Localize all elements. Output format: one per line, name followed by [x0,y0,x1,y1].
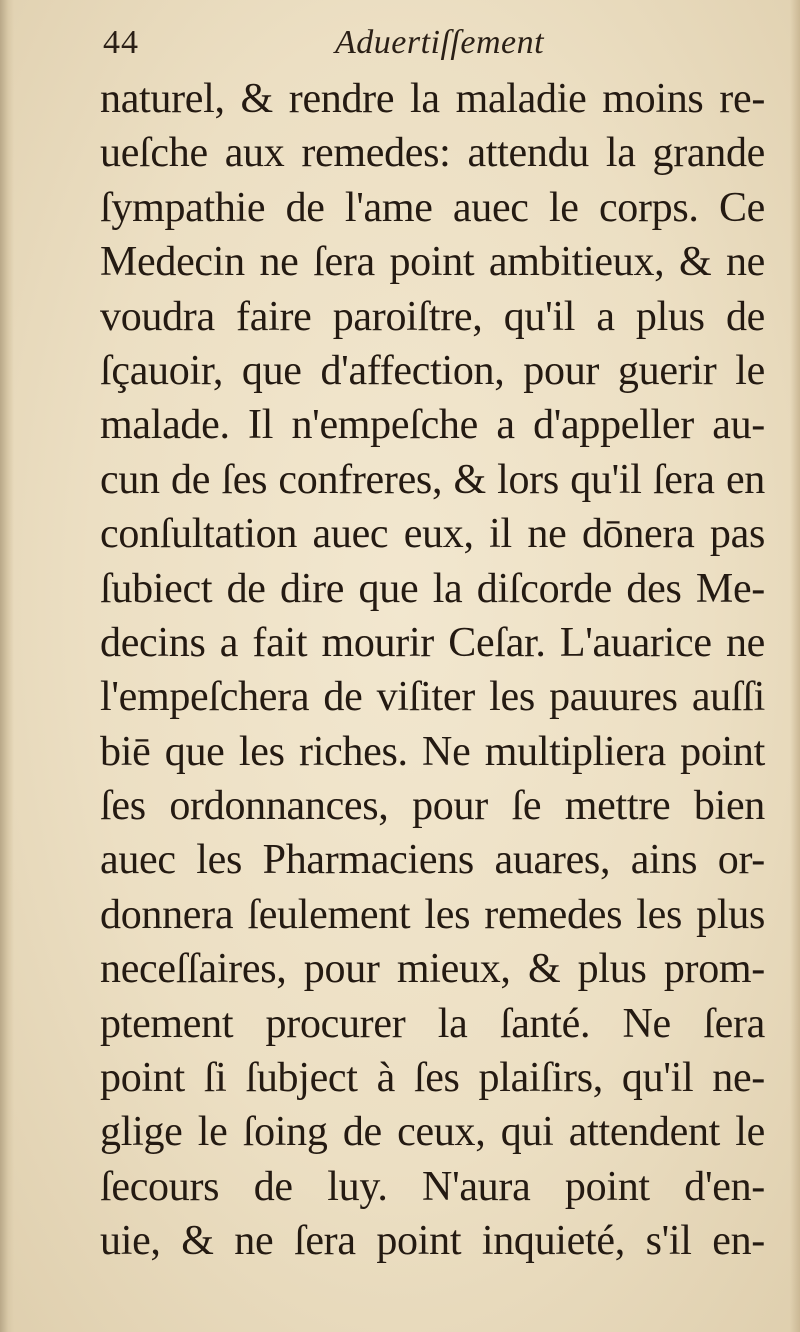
page-edge-shadow [790,0,800,1332]
text-line: auec les Pharmaciens auares, ains or- [100,837,765,884]
text-line: donnera ſeulement les remedes les plus [100,891,765,938]
text-line: decins a fait mourir Ceſar. L'auarice ne [100,619,765,666]
text-line: ptement procurer la ſanté. Ne ſera [100,1000,765,1047]
page-number: 44 [103,24,139,61]
text-line: point ſi ſubject à ſes plaiſirs, qu'il ne- [100,1055,765,1102]
text-line: ſecours de luy. N'aura point d'en- [100,1163,765,1210]
text-line: ſçauoir, que d'affection, pour guerir le [100,347,765,394]
text-line: naturel, & rendre la maladie moins re- [100,76,765,122]
text-line: glige le ſoing de ceux, qui attendent le [100,1109,765,1156]
text-line: Medecin ne ſera point ambitieux, & ne [100,239,765,286]
text-line: biē que les riches. Ne multipliera point [100,728,765,775]
text-line: l'empeſchera de viſiter les pauures auſſi [100,674,765,721]
running-head: Aduertiſſement [335,24,545,61]
text-line: uie, & ne ſera point inquieté, s'il en- [100,1218,765,1265]
text-line: ſympathie de l'ame auec le corps. Ce [100,184,765,231]
text-line: voudra faire paroiſtre, qu'il a plus de [100,293,765,340]
text-line: ſes ordonnances, pour ſe mettre bien [100,783,765,830]
page-gutter-shadow [0,0,14,1332]
text-line: malade. Il n'empeſche a d'appeller au- [100,402,765,449]
text-line: ſubiect de dire que la diſcorde des Me- [100,565,765,612]
body-text [100,72,765,1269]
text-line: cun de ſes confreres, & lors qu'il ſera en [100,456,765,503]
text-line: conſultation auec eux, il ne dōnera pas [100,511,765,558]
page-header [103,22,763,72]
text-line: neceſſaires, pour mieux, & plus prom- [100,946,765,993]
text-line: ueſche aux remedes: attendu la grande [100,130,765,177]
